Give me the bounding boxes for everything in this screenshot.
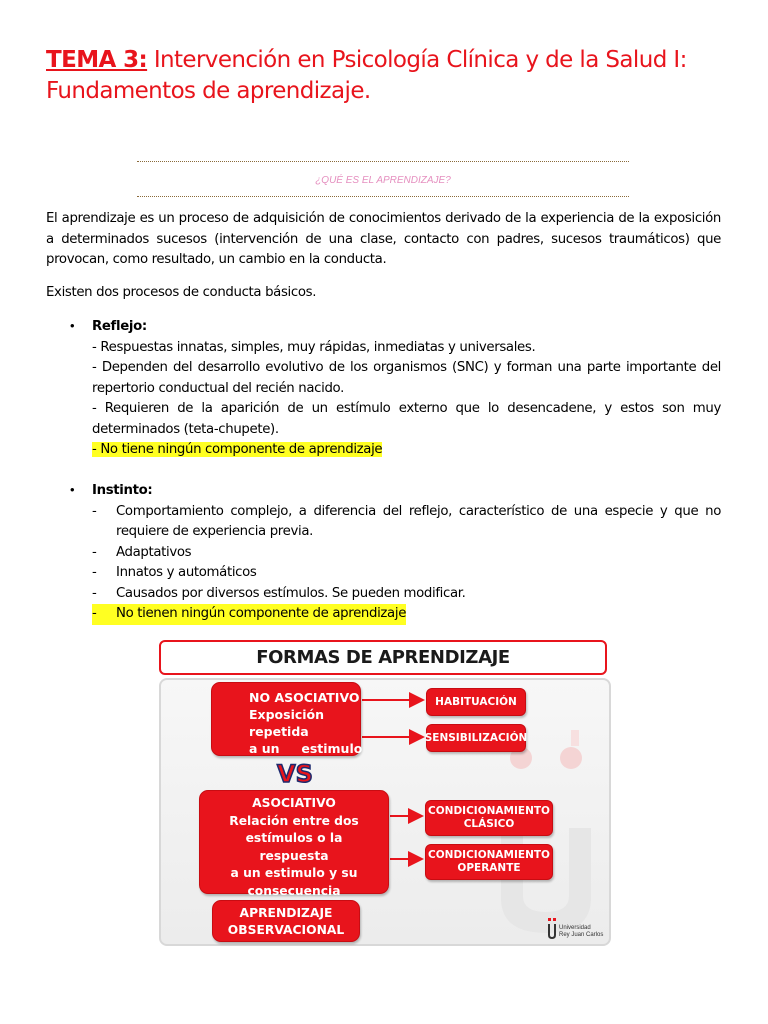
learning-forms-diagram <box>159 638 609 946</box>
intro-paragraph: El aprendizaje es un proceso de adquisición de conocimientos derivado de la experiencia de la exposición a determinados sucesos (intervención de una clase, contacto con padres, sucesos traumáticos) que provocan, como resultado, un cambio en la conducta. <box>46 211 721 267</box>
instinto-item: - Innatos y automáticos <box>92 565 257 580</box>
reflejo-line: - Requieren de la aparición de un estímulo externo que lo desencadene, y estos son muy determinados (teta-chupete). <box>92 401 721 437</box>
university-logo <box>547 918 607 942</box>
habituacion-box: HABITUACIÓN <box>426 688 526 716</box>
asociativo-box: ASOCIATIVO Relación entre dos estímulos o la respuesta a un estimulo y su consecuencia <box>199 790 389 894</box>
instinto-item: - Causados por diversos estímulos. Se pueden modificar. <box>92 585 466 601</box>
document-title <box>46 45 736 107</box>
sensibilizacion-box: SENSIBILIZACIÓN <box>426 724 526 752</box>
bullet-reflejo: • <box>70 318 75 333</box>
bullet-instinto: • <box>70 482 75 497</box>
reflejo-section <box>92 317 721 461</box>
section-heading: ¿QUÉ ES EL APRENDIZAJE? <box>315 175 451 186</box>
vs-label: VS <box>277 760 313 788</box>
condicionamiento-operante-box: CONDICIONAMIENTO OPERANTE <box>425 844 553 880</box>
reflejo-line: - Dependen del desarrollo evolutivo de los organismos (SNC) y forman una parte importante del repertorio conductual del recién nacido. <box>92 360 721 396</box>
instinto-item: - Adaptativos <box>92 544 192 560</box>
divider-top <box>137 161 629 162</box>
reflejo-heading: Reflejo: <box>92 319 147 334</box>
condicionamiento-clasico-box: CONDICIONAMIENTO CLÁSICO <box>425 800 553 836</box>
aprendizaje-observacional-box: APRENDIZAJE OBSERVACIONAL <box>212 900 360 942</box>
processes-paragraph: Existen dos procesos de conducta básicos. <box>46 285 317 300</box>
instinto-section <box>92 481 721 625</box>
diagram-title: FORMAS DE APRENDIZAJE <box>159 640 607 675</box>
university-logo-text: Universidad Rey Juan Carlos <box>559 925 604 938</box>
divider-bottom <box>137 196 629 197</box>
reflejo-highlight: - No tiene ningún componente de aprendizaje <box>92 442 383 457</box>
instinto-highlight: No tienen ningún componente de aprendizaje <box>116 606 407 621</box>
tema-label: TEMA 3: <box>46 47 148 73</box>
no-asociativo-box: NO ASOCIATIVO Exposición repetida a un estimulo <box>211 682 361 756</box>
title-text: Intervención en Psicología Clínica y de la Salud I: Fundamentos de aprendizaje. <box>46 47 687 104</box>
instinto-heading: Instinto: <box>92 483 153 498</box>
university-logo-icon <box>547 918 557 940</box>
instinto-item: - Comportamiento complejo, a diferencia del reflejo, característico de una especie y que no requiere de experiencia previa. <box>92 503 721 539</box>
reflejo-line: - Respuestas innatas, simples, muy rápidas, inmediatas y universales. <box>92 339 536 355</box>
instinto-highlight-line: - No tienen ningún componente de aprendizaje <box>92 604 721 625</box>
